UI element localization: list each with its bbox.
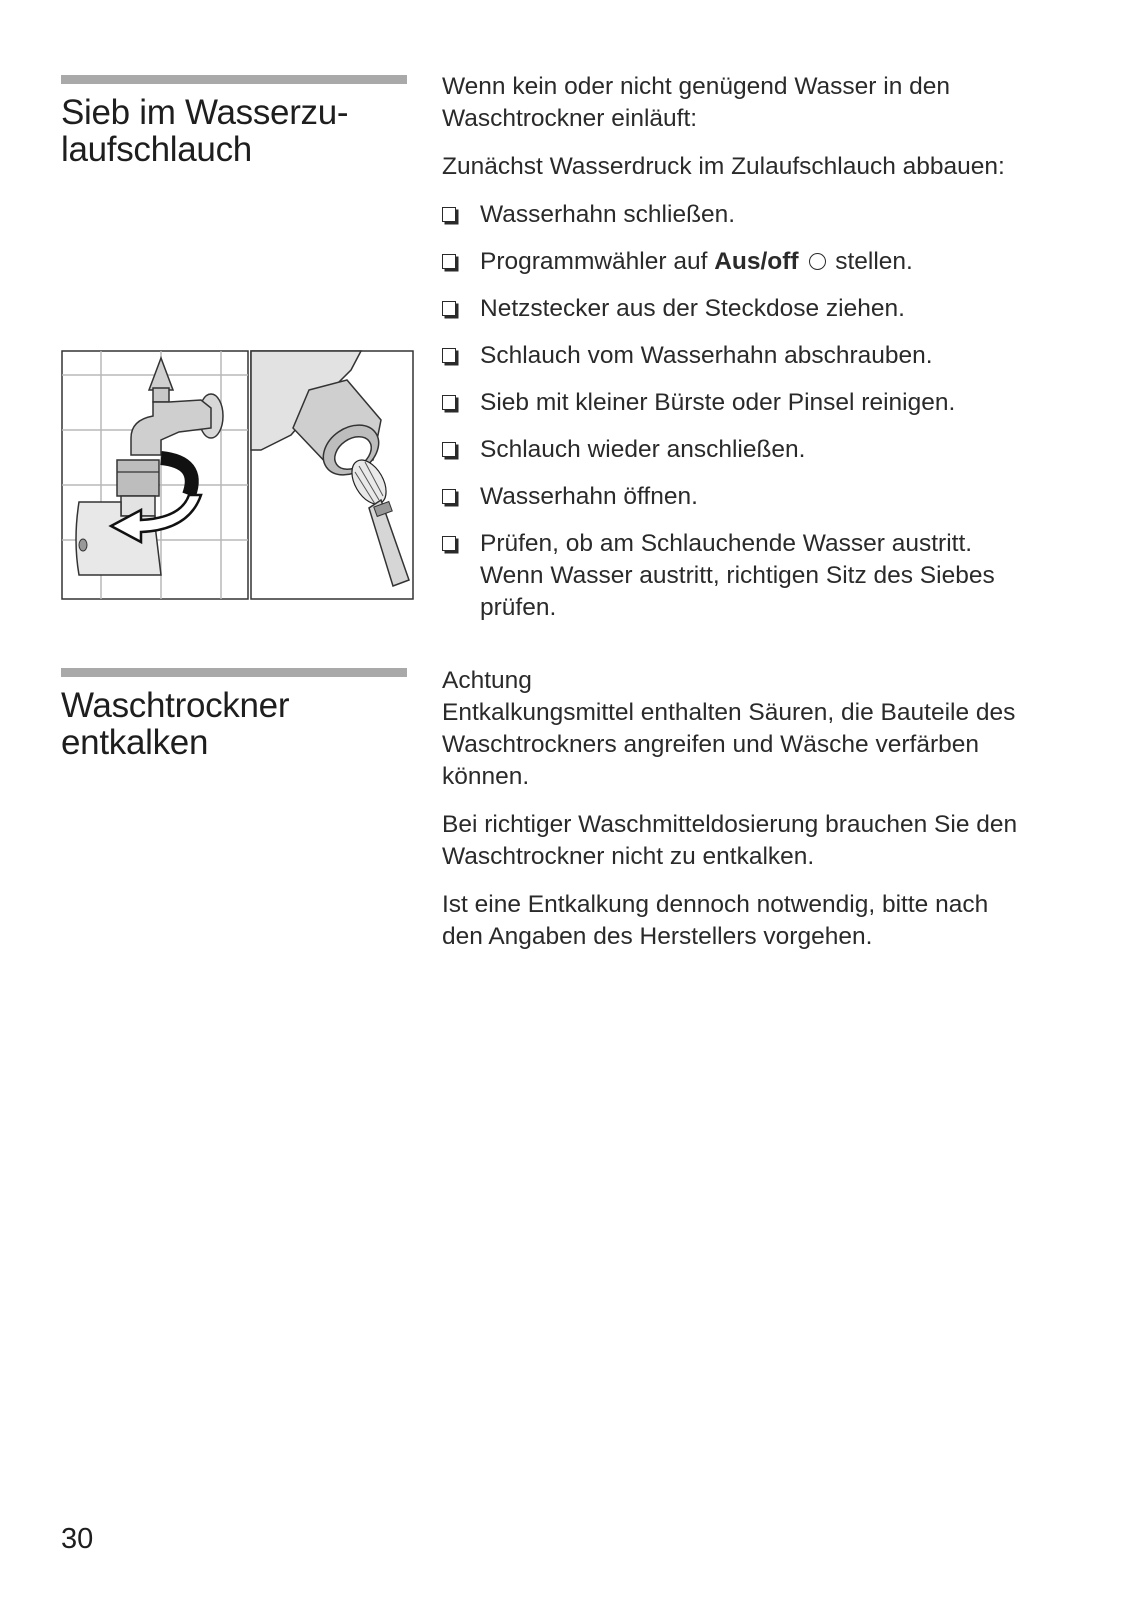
- checkbox-icon: [442, 536, 456, 551]
- step-text-line: Wenn Wasser austritt, richtigen Sitz des Siebes: [480, 562, 995, 589]
- intro-paragraph: [442, 71, 1072, 135]
- off-circle-icon: [809, 253, 826, 270]
- step-text: Netzstecker aus der Steckdose ziehen.: [480, 295, 905, 322]
- pressure-paragraph: Zunächst Wasserdruck im Zulaufschlauch abbauen:: [442, 153, 1005, 180]
- checkbox-icon: [442, 348, 456, 363]
- caution-heading: Achtung: [442, 667, 532, 694]
- step-text-prefix: Programmwähler auf: [480, 248, 715, 275]
- text-line: Bei richtiger Waschmitteldosierung brauchen Sie den: [442, 811, 1018, 838]
- checkbox-icon: [442, 254, 456, 269]
- title-line: laufschlauch: [61, 130, 252, 169]
- section-rule: [61, 75, 407, 84]
- step-text: Schlauch wieder anschließen.: [480, 436, 806, 463]
- caution-paragraph: [442, 697, 1072, 793]
- list-item: [442, 246, 1072, 278]
- step-list: [442, 199, 1072, 624]
- step-text: Schlauch vom Wasserhahn abschrauben.: [480, 342, 933, 369]
- list-item: [442, 481, 1072, 513]
- checkbox-icon: [442, 207, 456, 222]
- section-title-sieb: [61, 94, 411, 168]
- list-item: [442, 340, 1072, 372]
- checkbox-icon: [442, 489, 456, 504]
- tap-illustration: [62, 351, 248, 599]
- checkbox-icon: [442, 395, 456, 410]
- step-text-suffix: stellen.: [835, 248, 913, 275]
- section1-body: [442, 71, 1072, 639]
- step-text: Wasserhahn schließen.: [480, 201, 736, 228]
- text-line: den Angaben des Herstellers vorgehen.: [442, 923, 873, 950]
- text-line: Waschtrockners angreifen und Wäsche verfärben: [442, 731, 979, 758]
- step-text-line: Prüfen, ob am Schlauchende Wasser austritt.: [480, 530, 973, 557]
- list-item: [442, 434, 1072, 466]
- list-item: [442, 387, 1072, 419]
- title-line: Waschtrockner: [61, 686, 290, 725]
- text-line: Ist eine Entkalkung dennoch notwendig, bitte nach: [442, 891, 989, 918]
- title-line: entkalken: [61, 723, 209, 762]
- list-item: [442, 528, 1072, 624]
- text-line: Wenn kein oder nicht genügend Wasser in den: [442, 73, 951, 100]
- section-rule: [61, 668, 407, 677]
- section-title-entkalken: [61, 687, 411, 761]
- step-text: Wasserhahn öffnen.: [480, 483, 698, 510]
- step-text: Sieb mit kleiner Bürste oder Pinsel reinigen.: [480, 389, 956, 416]
- title-line: Sieb im Wasserzu-: [61, 93, 349, 132]
- dosage-paragraph: [442, 809, 1072, 873]
- hose-filter-illustration: [61, 350, 414, 600]
- step-text-bold: Aus/off: [714, 248, 799, 275]
- section2-body: [442, 665, 1072, 969]
- text-line: Waschtrockner nicht zu entkalken.: [442, 843, 815, 870]
- list-item: [442, 199, 1072, 231]
- page-number: 30: [61, 1523, 94, 1555]
- text-line: können.: [442, 763, 530, 790]
- checkbox-icon: [442, 442, 456, 457]
- step-text-line: prüfen.: [480, 594, 557, 621]
- checkbox-icon: [442, 301, 456, 316]
- text-line: Waschtrockner einläuft:: [442, 105, 698, 132]
- brush-illustration: [251, 351, 413, 599]
- text-line: Entkalkungsmittel enthalten Säuren, die Bauteile des: [442, 699, 1016, 726]
- list-item: [442, 293, 1072, 325]
- descaling-paragraph: [442, 889, 1072, 953]
